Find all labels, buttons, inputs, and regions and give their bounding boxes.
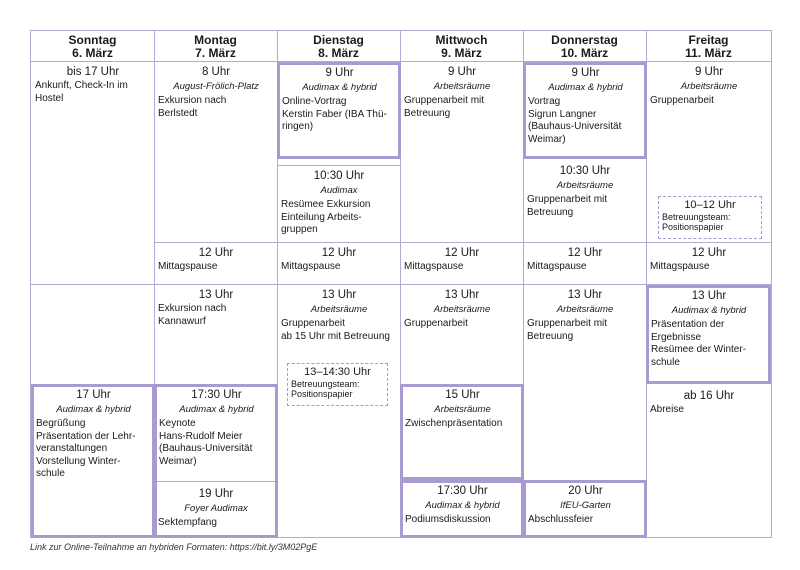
event-location: Arbeitsräume bbox=[556, 304, 614, 315]
event-text: Resümee Exkursion Einteilung Arbeits- gruppen bbox=[281, 199, 371, 235]
event-groupwork-supervised bbox=[400, 62, 523, 242]
day-name: Mittwoch bbox=[435, 33, 488, 47]
event-time: 17:30 Uhr bbox=[191, 389, 242, 401]
event-interim-presentation bbox=[400, 384, 524, 480]
day-date: 8. März bbox=[318, 46, 359, 60]
day-name: Montag bbox=[194, 33, 237, 47]
schedule-grid bbox=[30, 30, 772, 538]
event-location: August-Frölich-Platz bbox=[173, 81, 259, 92]
event-lunch bbox=[154, 243, 277, 284]
event-text: Gruppenarbeit mit Betreuung bbox=[527, 194, 608, 218]
day-name: Donnerstag bbox=[551, 33, 618, 47]
event-welcome bbox=[31, 384, 155, 538]
event-text: Mittagspause bbox=[527, 261, 587, 272]
day-header bbox=[31, 31, 154, 61]
online-link-note: Link zur Online-Teilnahme an hybriden Formaten: https://bit.ly/3M02PgE bbox=[30, 542, 318, 552]
event-time: 15 Uhr bbox=[445, 389, 480, 401]
event-time: 12 Uhr bbox=[444, 247, 480, 259]
event-text: Sektempfang bbox=[158, 517, 217, 528]
event-location: Audimax & hybrid bbox=[179, 404, 254, 415]
event-lecture bbox=[523, 62, 647, 159]
event-time: 17 Uhr bbox=[76, 389, 111, 401]
note-time: 10–12 Uhr bbox=[684, 199, 736, 211]
event-text: Zwischenpräsentation bbox=[405, 418, 503, 429]
event-text: Exkursion nach Berlstedt bbox=[158, 95, 227, 119]
event-location: Audimax bbox=[320, 185, 358, 196]
event-groupwork bbox=[277, 285, 400, 538]
event-location: Arbeitsräume bbox=[310, 304, 368, 315]
event-time: 10:30 Uhr bbox=[559, 165, 611, 177]
event-text: Gruppenarbeit bbox=[650, 95, 714, 106]
event-time: 9 Uhr bbox=[571, 67, 600, 79]
day-header bbox=[400, 31, 523, 61]
event-text: Gruppenarbeit mit Betreuung bbox=[404, 95, 485, 119]
day-date: 11. März bbox=[685, 46, 732, 60]
event-text: Keynote Hans-Rudolf Meier (Bauhaus-Universität Weimar) bbox=[159, 418, 253, 467]
event-time: 13 Uhr bbox=[321, 289, 357, 301]
event-location: Arbeitsräume bbox=[433, 304, 491, 315]
event-text: Mittagspause bbox=[281, 261, 341, 272]
event-lunch bbox=[646, 243, 771, 284]
event-time: 12 Uhr bbox=[198, 247, 234, 259]
day-header bbox=[277, 31, 400, 61]
event-review bbox=[277, 166, 400, 242]
day-header bbox=[646, 31, 771, 61]
event-time: 13 Uhr bbox=[444, 289, 480, 301]
event-location: Arbeitsräume bbox=[556, 180, 614, 191]
note-time: 13–14:30 Uhr bbox=[304, 366, 371, 378]
event-text: Podiumsdiskussion bbox=[405, 514, 491, 525]
event-location: Audimax & hybrid bbox=[671, 305, 747, 316]
event-location: Audimax & hybrid bbox=[548, 82, 623, 93]
event-time: 9 Uhr bbox=[447, 66, 477, 78]
event-location: Arbeitsräume bbox=[680, 81, 738, 92]
event-time: 19 Uhr bbox=[198, 488, 234, 500]
event-groupwork-supervised bbox=[523, 161, 646, 242]
day-header bbox=[154, 31, 277, 61]
event-time: 9 Uhr bbox=[694, 66, 724, 78]
event-text: Gruppenarbeit ab 15 Uhr mit Betreuung bbox=[281, 318, 390, 342]
event-departure bbox=[646, 386, 771, 538]
event-text: Abschlussfeier bbox=[528, 514, 594, 525]
event-location: Audimax & hybrid bbox=[302, 82, 377, 93]
event-text: Gruppenarbeit bbox=[404, 318, 468, 329]
event-location: Arbeitsräume bbox=[433, 81, 491, 92]
event-location: Arbeitsräume bbox=[434, 404, 491, 415]
event-lunch bbox=[277, 243, 400, 284]
event-arrival bbox=[31, 62, 154, 384]
day-date: 7. März bbox=[195, 46, 236, 60]
day-date: 10. März bbox=[560, 46, 609, 60]
event-time: 13 Uhr bbox=[198, 289, 234, 301]
event-text: Mittagspause bbox=[158, 261, 218, 272]
event-online-talk bbox=[277, 62, 401, 159]
event-text: Ankunft, Check-In im Hostel bbox=[35, 80, 128, 104]
day-name: Sonntag bbox=[68, 33, 117, 47]
event-text: Begrüßung Präsentation der Lehr- veranstaltungen Vorstellung Winter- schule bbox=[36, 418, 136, 479]
day-name: Dienstag bbox=[313, 33, 364, 47]
event-final-presentation bbox=[646, 285, 771, 384]
event-reception bbox=[154, 483, 277, 538]
event-text: Mittagspause bbox=[404, 261, 464, 272]
note-support-team bbox=[658, 196, 762, 239]
event-time: 17:30 Uhr bbox=[437, 485, 488, 497]
event-closing-party bbox=[523, 480, 647, 538]
day-date: 6. März bbox=[72, 46, 113, 60]
event-time: 8 Uhr bbox=[201, 66, 231, 78]
event-text: Präsentation der Ergebnisse Resümee der Winter- schule bbox=[651, 319, 747, 368]
event-time: 12 Uhr bbox=[691, 247, 727, 259]
day-header bbox=[523, 31, 646, 61]
event-time: 20 Uhr bbox=[568, 485, 603, 497]
event-time: 12 Uhr bbox=[321, 247, 357, 259]
event-time: 10:30 Uhr bbox=[313, 170, 365, 182]
event-time: 13 Uhr bbox=[567, 289, 603, 301]
event-time: 13 Uhr bbox=[691, 290, 727, 302]
event-location: IfEU-Garten bbox=[560, 500, 611, 511]
event-excursion-kannawurf bbox=[154, 285, 277, 384]
event-groupwork-supervised bbox=[523, 285, 646, 480]
event-groupwork bbox=[400, 285, 523, 384]
note-text: Betreuungsteam: Positionspapier bbox=[291, 379, 360, 399]
event-text: Exkursion nach Kannawurf bbox=[158, 303, 227, 327]
event-excursion-berlstedt bbox=[154, 62, 277, 242]
event-text: Online-Vortrag Kerstin Faber (IBA Thü- ringen) bbox=[282, 96, 387, 132]
day-date: 9. März bbox=[441, 46, 482, 60]
event-location: Foyer Audimax bbox=[184, 503, 248, 514]
event-time: bis 17 Uhr bbox=[66, 66, 120, 78]
event-lunch bbox=[400, 243, 523, 284]
event-text: Mittagspause bbox=[650, 261, 710, 272]
note-text: Betreuungsteam: Positionspapier bbox=[662, 212, 731, 232]
event-panel-discussion bbox=[400, 480, 524, 538]
event-text: Gruppenarbeit mit Betreuung bbox=[527, 318, 608, 342]
event-text: Abreise bbox=[650, 404, 684, 415]
day-name: Freitag bbox=[688, 33, 729, 47]
event-time: ab 16 Uhr bbox=[683, 390, 735, 402]
event-location: Audimax & hybrid bbox=[425, 500, 500, 511]
event-time: 12 Uhr bbox=[567, 247, 603, 259]
event-location: Audimax & hybrid bbox=[56, 404, 131, 415]
note-support-team bbox=[287, 363, 388, 406]
event-time: 9 Uhr bbox=[325, 67, 354, 79]
event-text: Vortrag Sigrun Langner (Bauhaus-Universität Weimar) bbox=[528, 96, 622, 145]
event-lunch bbox=[523, 243, 646, 284]
